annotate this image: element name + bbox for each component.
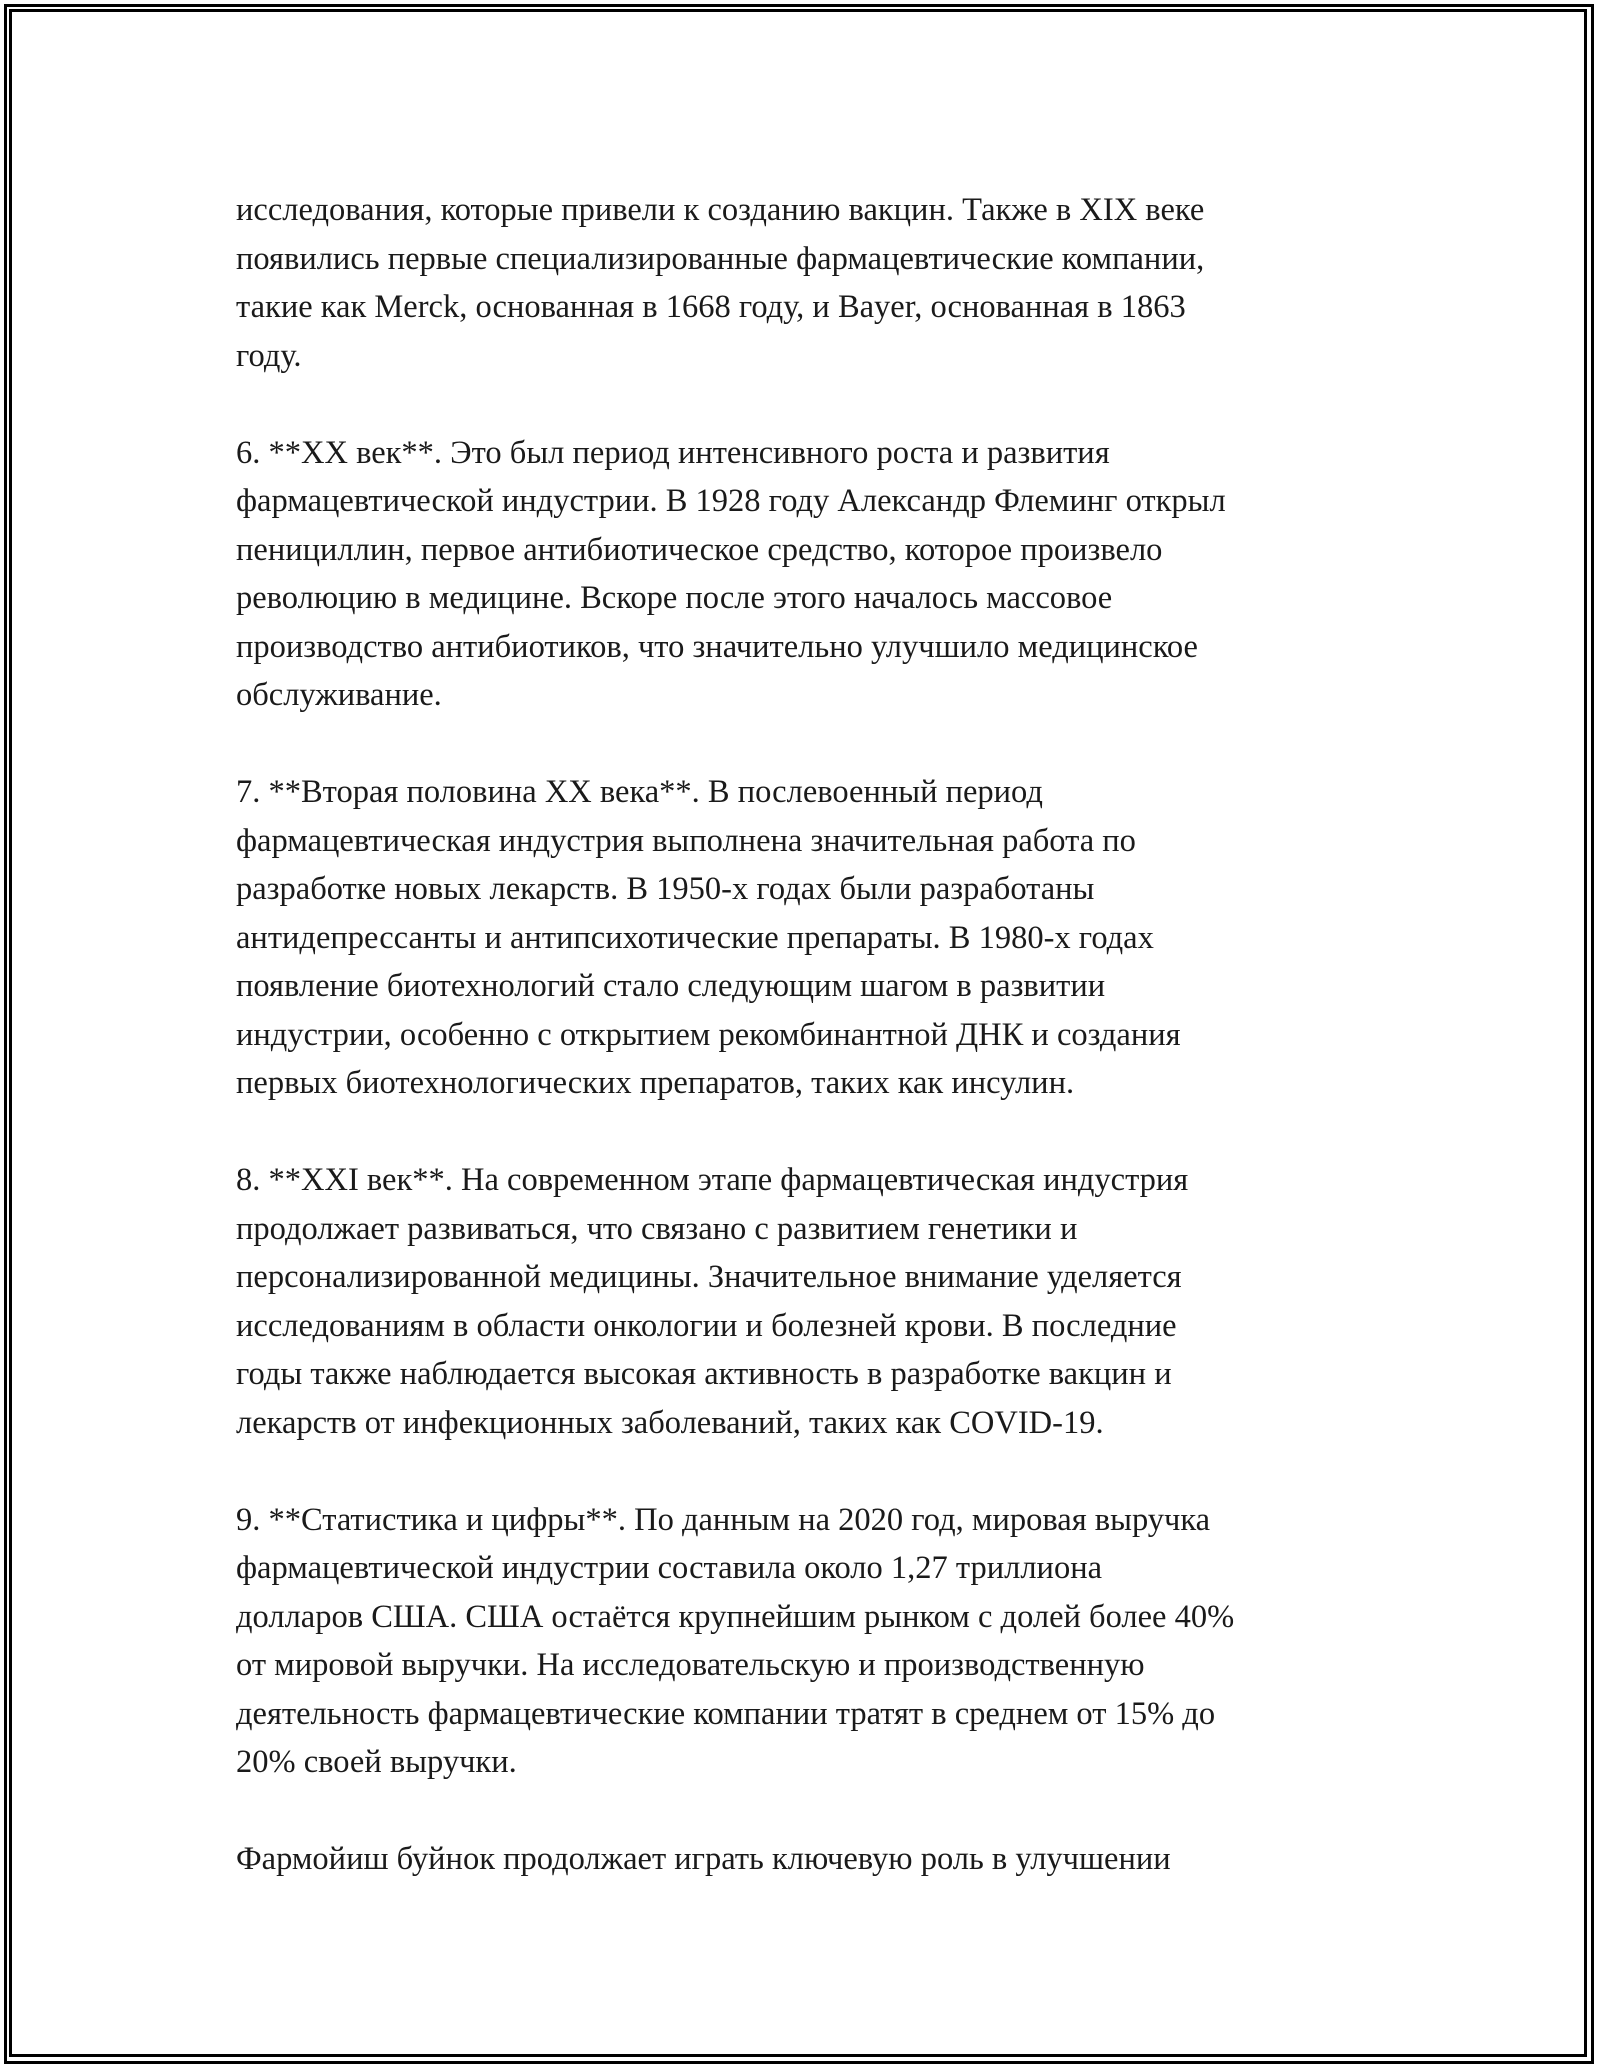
paragraph-second-half-xx-century: 7. **Вторая половина XX века**. В послевоенный период фармацевтическая индустрия выполнена значительная работа по разработке новых лекарств. В 1950-х годах были разработаны антидепрессанты и антипсихотические препараты. В 1980-х годах появление биотехнологий стало следующим шагом в развитии индустрии, особенно с открытием рекомбинантной ДНК и создания первых биотехнологических препаратов, таких как инсулин. (236, 774, 1181, 1101)
paragraph-xxi-century: 8. **XXI век**. На современном этапе фармацевтическая индустрия продолжает развиваться, что связано с развитием генетики и персонализированной медицины. Значительное внимание уделяется исследованиям в области онкологии и болезней крови. В последние годы также наблюдается высокая активность в разработке вакцин и лекарств от инфекционных заболеваний, таких как COVID-19. (236, 1162, 1189, 1441)
paragraph-xx-century: 6. **XX век**. Это был период интенсивного роста и развития фармацевтической индустрии. В 1928 году Александр Флеминг открыл пенициллин, первое антибиотическое средство, которое произвело революцию в медицине. Вскоре после этого началось массовое производство антибиотиков, что значительно улучшило медицинское обслуживание. (236, 434, 1226, 713)
document-body (236, 186, 1386, 1932)
paragraph-statistics: 9. **Статистика и цифры**. По данным на 2020 год, мировая выручка фармацевтической индустрии составила около 1,27 триллиона долларов США. США остаётся крупнейшим рынком с долей более 40% от мировой выручки. На исследовательскую и производственную деятельность фармацевтические компании тратят в среднем от 15% до 20% своей выручки. (236, 1501, 1235, 1780)
paragraph-continuation: исследования, которые привели к созданию вакцин. Также в XIX веке появились первые специализированные фармацевтические компании, такие как Merck, основанная в 1668 году, и Bayer, основанная в 1863 году. (236, 192, 1205, 374)
paragraph-conclusion: Фармойиш буйнок продолжает играть ключевую роль в улучшении (236, 1841, 1171, 1877)
